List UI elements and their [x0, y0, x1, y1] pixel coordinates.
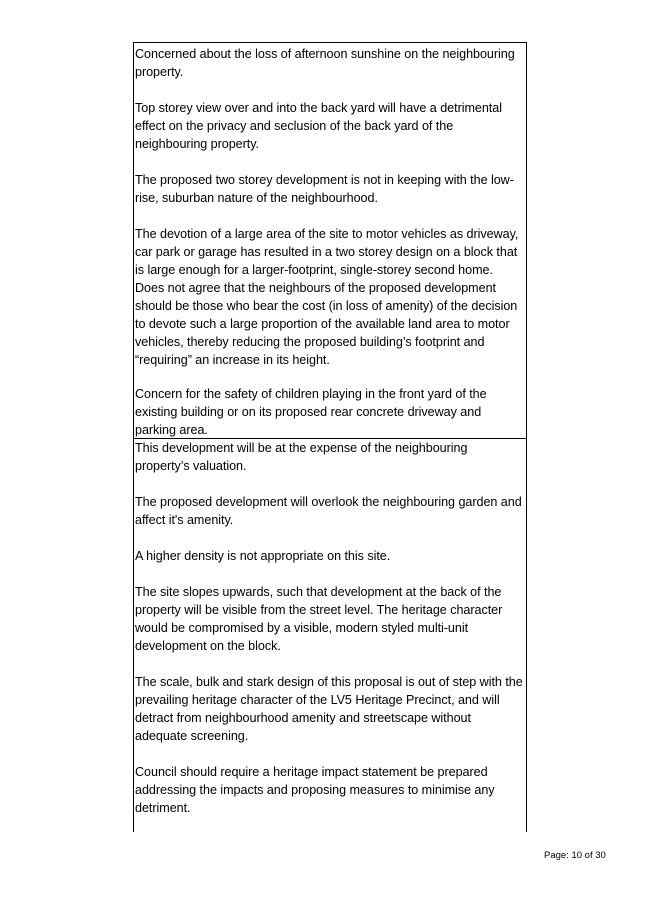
paragraph-heritage-statement: Council should require a heritage impact statement be prepared addressing the impacts and proposing measures to minimise any detriment.	[135, 765, 495, 815]
paragraph-child-safety: Concern for the safety of children playing in the front yard of the existing building or on its proposed rear concrete driveway and parking area.	[135, 387, 487, 437]
table-cell-1	[134, 43, 526, 439]
page-number: Page: 10 of 30	[544, 850, 606, 861]
paragraph-density: A higher density is not appropriate on this site.	[135, 549, 391, 563]
submission-table	[133, 42, 527, 832]
paragraph-privacy: Top storey view over and into the back yard will have a detrimental effect on the privacy and seclusion of the back yard of the neighbouring property.	[135, 101, 502, 151]
table-cell-2	[134, 439, 526, 833]
paragraph-motor-vehicles: The devotion of a large area of the site to motor vehicles as driveway, car park or garage has resulted in a two storey design on a block that is large enough for a larger-footprint, single-storey second home. Does not agree that the neighbours of the proposed development should be those who bear the cost (in loss of amenity) of the decision to devote such a large proportion of the available land area to motor vehicles, thereby reducing the proposed building’s footprint and “requiring” an increase in its height.	[135, 227, 519, 367]
paragraph-afternoon-sunshine: Concerned about the loss of afternoon sunshine on the neighbouring property.	[135, 47, 515, 79]
paragraph-heritage-precinct: The scale, bulk and stark design of this proposal is out of step with the prevailing heritage character of the LV5 Heritage Precinct, and will detract from neighbourhood amenity and streetscape without adequate screening.	[135, 675, 523, 743]
paragraph-overlook-garden: The proposed development will overlook the neighbouring garden and affect it's amenity.	[135, 495, 522, 527]
paragraph-valuation: This development will be at the expense of the neighbouring property’s valuation.	[135, 441, 468, 473]
paragraph-site-slopes: The site slopes upwards, such that development at the back of the property will be visible from the street level. The heritage character would be compromised by a visible, modern styled multi-unit development on the block.	[135, 585, 503, 653]
paragraph-two-storey: The proposed two storey development is not in keeping with the low- rise, suburban nature of the neighbourhood.	[135, 173, 514, 205]
